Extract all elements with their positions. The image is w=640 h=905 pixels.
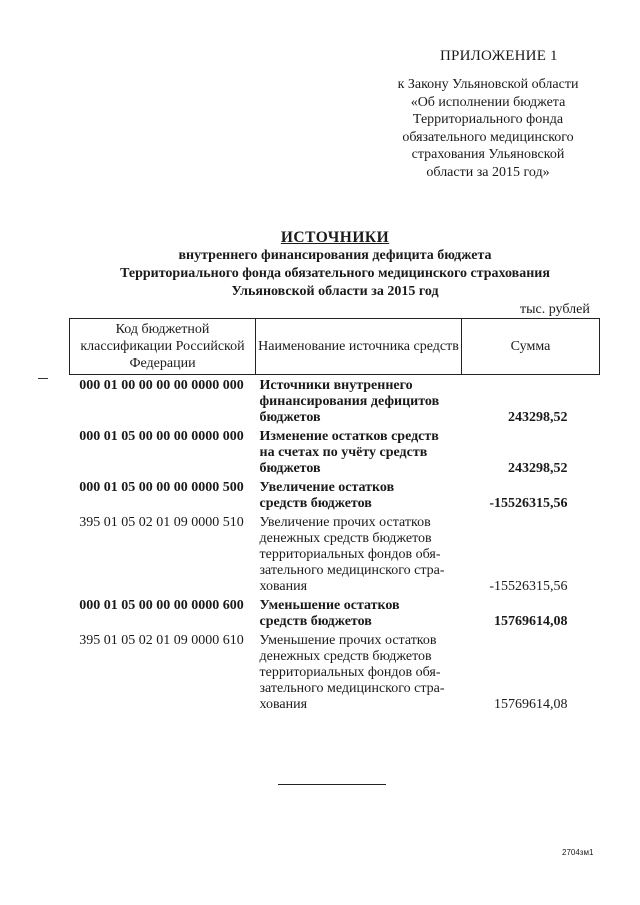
appendix-reference-line: обязательного медицинского bbox=[402, 129, 574, 145]
row-name-line: хования bbox=[259, 697, 308, 712]
row-name-line: Изменение остатков средств bbox=[259, 429, 439, 444]
row-code: 000 01 00 00 00 00 0000 000 bbox=[79, 378, 244, 393]
document-heading bbox=[70, 229, 600, 301]
row-name-line: Уменьшение остатков bbox=[259, 598, 400, 613]
row-sum: 243298,52 bbox=[508, 461, 568, 476]
row-name-line: денежных средств бюджетов bbox=[259, 531, 432, 546]
header-code: Код бюджетной классификации Российской Федерации bbox=[70, 319, 256, 375]
row-name bbox=[256, 477, 462, 512]
units-label: тыс. рублей bbox=[520, 302, 590, 317]
row-name-line: Уменьшение прочих остатков bbox=[259, 633, 437, 648]
row-name bbox=[256, 630, 462, 713]
heading-subtitle-line: внутреннего финансирования дефицита бюджета bbox=[178, 248, 492, 263]
table-row bbox=[70, 512, 600, 595]
row-name-line: бюджетов bbox=[259, 461, 321, 476]
row-name bbox=[256, 512, 462, 595]
row-name-line: на счетах по учёту средств bbox=[259, 445, 428, 460]
row-name-line: финансирования дефицитов bbox=[259, 394, 440, 409]
row-name-line: бюджетов bbox=[259, 410, 321, 425]
heading-subtitle-line: Территориального фонда обязательного медицинского страхования bbox=[120, 266, 550, 281]
row-name-line: хования bbox=[259, 579, 308, 594]
row-code: 000 01 05 00 00 00 0000 500 bbox=[79, 480, 244, 495]
row-name bbox=[256, 375, 462, 427]
header-sum: Сумма bbox=[462, 319, 600, 375]
row-sum: -15526315,56 bbox=[489, 496, 568, 511]
table-header-row bbox=[70, 319, 600, 375]
row-name-line: Увеличение остатков bbox=[259, 480, 395, 495]
bottom-rule bbox=[278, 784, 386, 785]
table-row bbox=[70, 426, 600, 477]
appendix-reference-line: области за 2015 год» bbox=[426, 164, 550, 180]
sources-table bbox=[69, 318, 600, 713]
appendix-reference bbox=[378, 76, 598, 181]
row-name-line: территориальных фондов обя- bbox=[259, 665, 441, 680]
row-name-line: Увеличение прочих остатков bbox=[259, 515, 431, 530]
row-name-line: средств бюджетов bbox=[259, 614, 372, 629]
row-name-line: средств бюджетов bbox=[259, 496, 372, 511]
row-name-line: территориальных фондов обя- bbox=[259, 547, 441, 562]
row-sum: 15769614,08 bbox=[494, 697, 568, 712]
appendix-reference-line: «Об исполнении бюджета bbox=[410, 94, 566, 110]
appendix-reference-line: к Закону Ульяновской области bbox=[397, 77, 579, 92]
document-number: 2704зм1 bbox=[562, 848, 594, 857]
table-row bbox=[70, 595, 600, 630]
row-name-line: зательного медицинского стра- bbox=[259, 563, 445, 578]
row-code: 395 01 05 02 01 09 0000 610 bbox=[79, 633, 244, 648]
appendix-title: ПРИЛОЖЕНИЕ 1 bbox=[440, 48, 558, 64]
row-name bbox=[256, 426, 462, 477]
row-code: 000 01 05 00 00 00 0000 600 bbox=[79, 598, 244, 613]
row-name-line: денежных средств бюджетов bbox=[259, 649, 432, 664]
table-row bbox=[70, 477, 600, 512]
row-code: 395 01 05 02 01 09 0000 510 bbox=[79, 515, 244, 530]
row-sum: -15526315,56 bbox=[489, 579, 568, 594]
appendix-reference-line: Территориального фонда bbox=[412, 112, 564, 127]
margin-dash bbox=[38, 378, 48, 379]
appendix-reference-line: страхования Ульяновской bbox=[411, 147, 565, 162]
row-sum: 15769614,08 bbox=[494, 614, 568, 629]
heading-title: ИСТОЧНИКИ bbox=[280, 229, 390, 246]
table-row bbox=[70, 630, 600, 713]
table-row bbox=[70, 375, 600, 427]
row-sum: 243298,52 bbox=[508, 410, 568, 425]
row-name bbox=[256, 595, 462, 630]
row-code: 000 01 05 00 00 00 0000 000 bbox=[79, 429, 244, 444]
heading-subtitle-line: Ульяновской области за 2015 год bbox=[231, 284, 439, 299]
header-name: Наименование источника средств bbox=[256, 319, 462, 375]
row-name-line: зательного медицинского стра- bbox=[259, 681, 445, 696]
row-name-line: Источники внутреннего bbox=[259, 378, 413, 393]
